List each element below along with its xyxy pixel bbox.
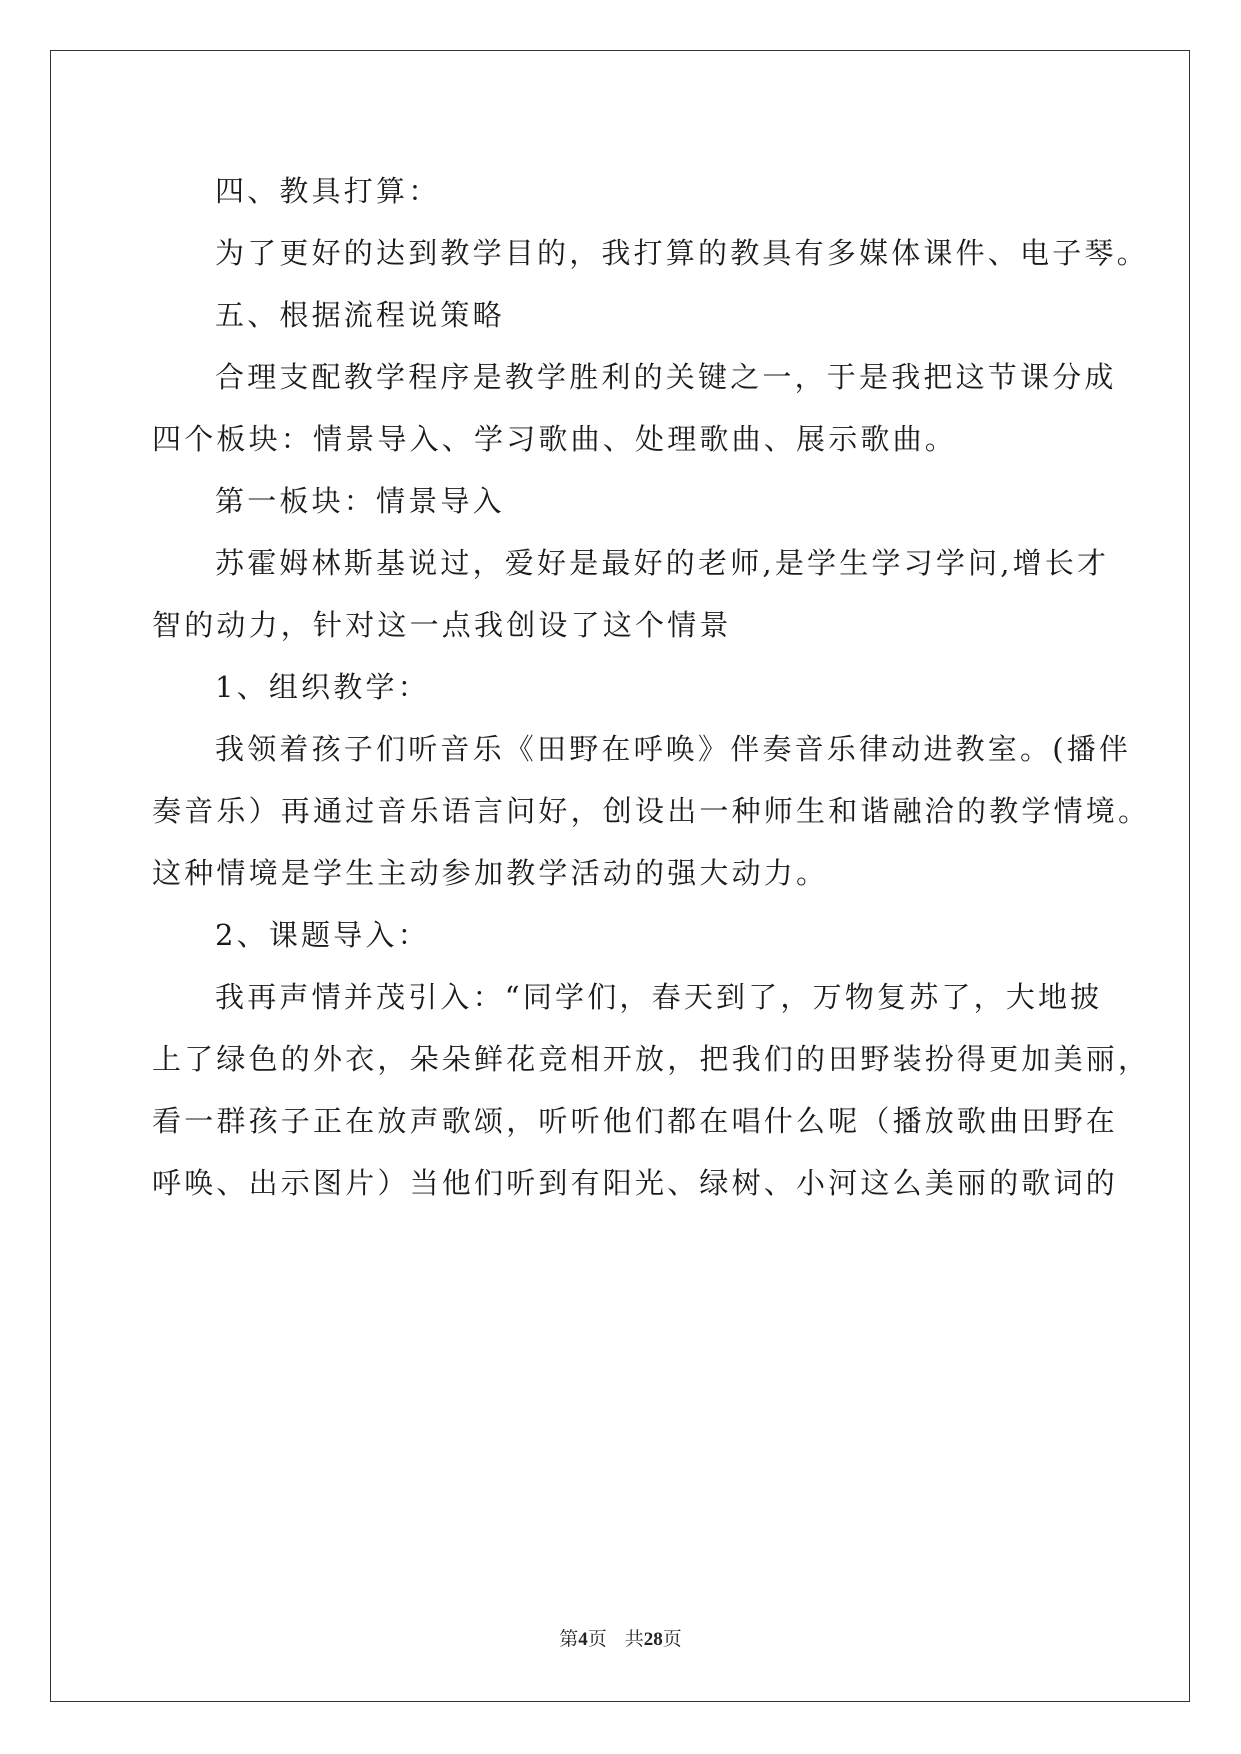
paragraph-line: 呼唤、出示图片）当他们听到有阳光、绿树、小河这么美丽的歌词的 [152, 1166, 1119, 1200]
paragraph-line: 智的动力，针对这一点我创设了这个情景 [152, 608, 732, 642]
paragraph-teaching-aids [152, 222, 1149, 284]
paragraph-topic-intro [152, 966, 1151, 1214]
document-body [152, 160, 1151, 1214]
paragraph-line: 五、根据流程说策略 [215, 298, 505, 332]
paragraph-motivation [152, 532, 1110, 656]
paragraph-line: 为了更好的达到教学目的，我打算的教具有多媒体课件、电子琴。 [215, 236, 1149, 270]
paragraph-lesson-plan [152, 346, 1117, 470]
paragraph-line: 四个板块：情景导入、学习歌曲、处理歌曲、展示歌曲。 [152, 422, 958, 456]
total-pages: 28 [643, 1629, 663, 1650]
paragraph-line: 奏音乐）再通过音乐语言问好，创设出一种师生和谐融洽的教学情境。 [152, 794, 1151, 828]
section-heading-topic-intro [152, 904, 1092, 966]
section-heading-block-one [152, 470, 1092, 532]
paragraph-organize [152, 718, 1151, 904]
paragraph-line: 2、课题导入： [215, 918, 430, 952]
paragraph-line: 1、组织教学： [215, 670, 430, 704]
paragraph-line: 这种情境是学生主动参加教学活动的强大动力。 [152, 856, 829, 890]
paragraph-line: 我领着孩子们听音乐《田野在呼唤》伴奏音乐律动进教室。(播伴 [215, 732, 1132, 766]
paragraph-line: 苏霍姆林斯基说过，爱好是最好的老师,是学生学习学问,增长才 [215, 546, 1110, 580]
paragraph-line: 上了绿色的外衣，朵朵鲜花竞相开放，把我们的田野装扮得更加美丽， [152, 1042, 1151, 1076]
section-heading-organize [152, 656, 1092, 718]
footer-prefix: 第 [559, 1629, 579, 1650]
section-heading-strategy [152, 284, 1092, 346]
section-heading-teaching-aids [152, 160, 1092, 222]
footer-page-suffix: 页 [587, 1629, 607, 1650]
paragraph-line: 看一群孩子正在放声歌颂，听听他们都在唱什么呢（播放歌曲田野在 [152, 1104, 1119, 1138]
page-footer [0, 1624, 1241, 1651]
page-number: 4 [578, 1629, 588, 1650]
footer-total-suffix: 页 [662, 1629, 682, 1650]
footer-total-prefix: 共 [624, 1629, 644, 1650]
paragraph-line: 合理支配教学程序是教学胜利的关键之一，于是我把这节课分成 [215, 360, 1117, 394]
paragraph-line: 我再声情并茂引入：“同学们，春天到了，万物复苏了，大地披 [215, 980, 1103, 1014]
paragraph-line: 第一板块：情景导入 [215, 484, 505, 518]
paragraph-line: 四、教具打算： [215, 174, 441, 208]
